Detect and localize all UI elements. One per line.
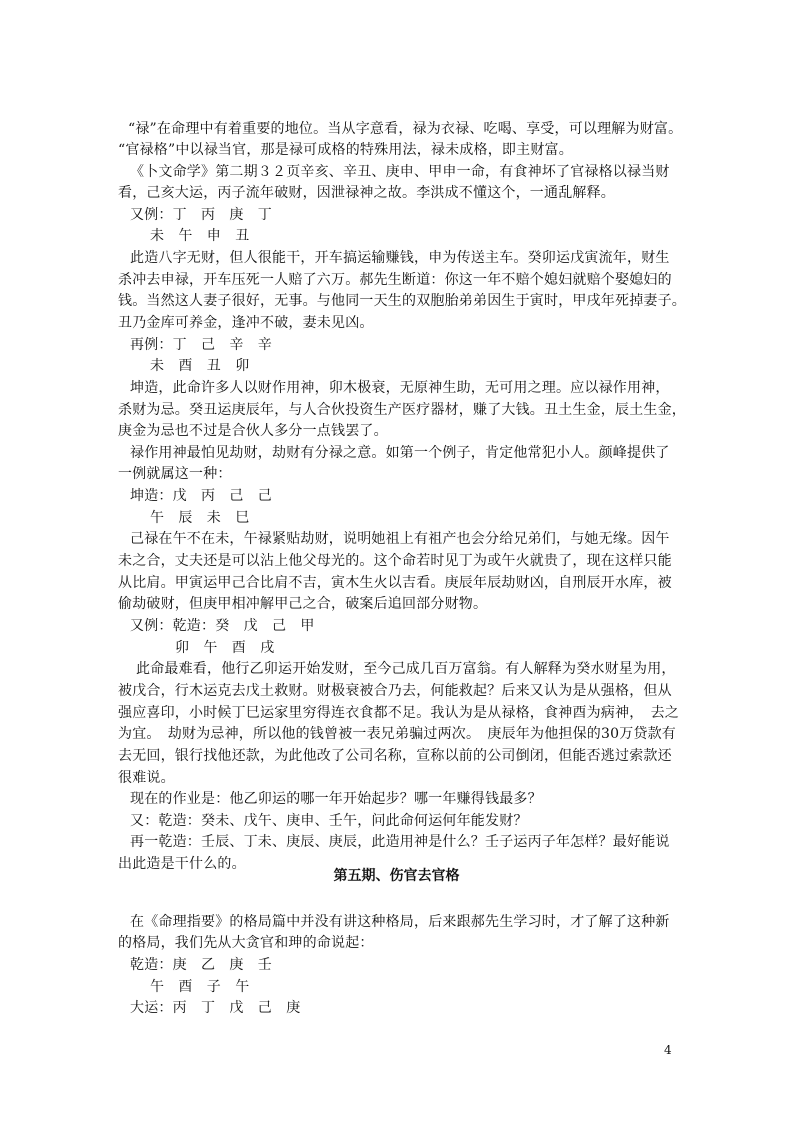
text-line: 未之合，丈夫还是可以沾上他父母光的。这个命若时见丁为或午火就贵了，现在这样只能 xyxy=(118,553,672,569)
section-title: 第五期、伤官去官格 xyxy=(333,868,460,884)
text-line: 在《命理指要》的格局篇中并没有讲这种格局，后来跟郝先生学习时，才了解了这种新 xyxy=(130,914,670,930)
text-line: 坤造，此命许多人以财作用神，卯木极衰，无原神生助，无可用之理。应以禄作用神， xyxy=(130,380,670,396)
text-line: 为宜。 劫财为忌神，所以他的钱曾被一表兄弟骗过两次。 庚辰年为他担保的30万贷款有 xyxy=(118,726,677,742)
text-line: 杀财为忌。癸丑运庚辰年，与人合伙投资生产医疗器材，赚了大钱。丑土生金，辰土生金， xyxy=(118,402,686,418)
text-line: 强应喜印，小时候丁巳运家里穷得连衣食都不足。我认为是从禄格，食神酉为病神， 去之 xyxy=(118,705,679,721)
text-line: 去无回，银行找他还款，为此他改了公司名称，宣称以前的公司倒闭，但能否逃过索款还 xyxy=(118,748,672,764)
text-line: 未 酉 丑 卯 xyxy=(150,358,250,374)
text-line: “禄”在命理中有着重要的地位。当从字意看，禄为衣禄、吃喝、享受，可以理解为财富。 xyxy=(128,121,683,137)
text-line: 卯 午 酉 戌 xyxy=(175,640,275,656)
text-line: 很难说。 xyxy=(118,770,175,786)
text-line: 偷劫破财，但庚甲相冲解甲己之合，破案后追回部分财物。 xyxy=(118,596,488,612)
text-line: 禄作用神最怕见劫财，劫财有分禄之意。如第一个例子，肯定他常犯小人。颜峰提供了 xyxy=(130,445,670,461)
text-line: 大运：丙 丁 戊 己 庚 xyxy=(130,1000,301,1016)
text-line: 从比肩。甲寅运甲己合比肩不吉，寅木生火以吉看。庚辰年辰劫财凶，自刑辰开水库，被 xyxy=(118,575,672,591)
text-line: 乾造：庚 乙 庚 壬 xyxy=(130,957,272,973)
text-line: 看，己亥大运，丙子流年破财，因泄禄神之故。李洪成不懂这个，一通乱解释。 xyxy=(118,185,615,201)
text-line: 出此造是干什么的。 xyxy=(118,856,246,872)
text-line: 又例：乾造：癸 戊 己 甲 xyxy=(130,618,315,634)
text-line: 再一乾造：壬辰、丁未、庚辰、庚辰，此造用神是什么？壬子运丙子年怎样？最好能说 xyxy=(130,834,670,850)
text-line: 此造八字无财，但人很能干，开车搞运输赚钱，申为传送主车。癸卯运戊寅流年，财生 xyxy=(130,250,670,266)
text-line: 坤造：戊 丙 己 己 xyxy=(130,488,272,504)
page-number: 4 xyxy=(664,1043,672,1057)
text-line: 杀冲去申禄，开车压死一人赔了六万。郝先生断道：你这一年不赔个媳妇就赔个娶媳妇的 xyxy=(118,272,672,288)
text-line: 又：乾造：癸未、戊午、庚申、壬午，问此命何运何年能发财？ xyxy=(130,813,528,829)
text-line: 《卜文命学》第二期３２页辛亥、辛丑、庚申、甲申一命，有食神坏了官禄格以禄当财 xyxy=(130,164,670,180)
text-line: 又例：丁 丙 庚 丁 xyxy=(130,207,272,223)
text-line: 庚金为忌也不过是合伙人多分一点钱罢了。 xyxy=(118,423,388,439)
text-line: 未 午 申 丑 xyxy=(150,228,250,244)
text-line: 午 辰 未 巳 xyxy=(150,510,250,526)
text-line: 此命最难看，他行乙卯运开始发财，至今己成几百万富翁。有人解释为癸水财星为用， xyxy=(136,661,676,677)
text-line: 钱。当然这人妻子很好，无事。与他同一天生的双胞胎弟弟因生于寅时，甲戌年死掉妻子。 xyxy=(118,293,686,309)
text-line: 的格局，我们先从大贪官和珅的命说起： xyxy=(118,935,374,951)
text-line: 己禄在午不在未，午禄紧贴劫财，说明她祖上有祖产也会分给兄弟们，与她无缘。因午 xyxy=(130,531,670,547)
text-line: 一例就属这一种： xyxy=(118,466,232,482)
text-line: 午 酉 子 午 xyxy=(150,979,250,995)
text-line: 再例：丁 己 辛 辛 xyxy=(130,337,272,353)
text-line: 被戊合，行木运克去戊土救财。财极衰被合乃去，何能救起？后来又认为是从强格，但从 xyxy=(118,683,672,699)
text-line: “官禄格”中以禄当官，那是禄可成格的特殊用法，禄未成格，即主财富。 xyxy=(118,142,573,158)
text-line: 丑乃金库可养金，逢冲不破，妻未见凶。 xyxy=(118,315,374,331)
text-line: 现在的作业是：他乙卯运的哪一年开始起步？哪一年赚得钱最多？ xyxy=(130,791,542,807)
